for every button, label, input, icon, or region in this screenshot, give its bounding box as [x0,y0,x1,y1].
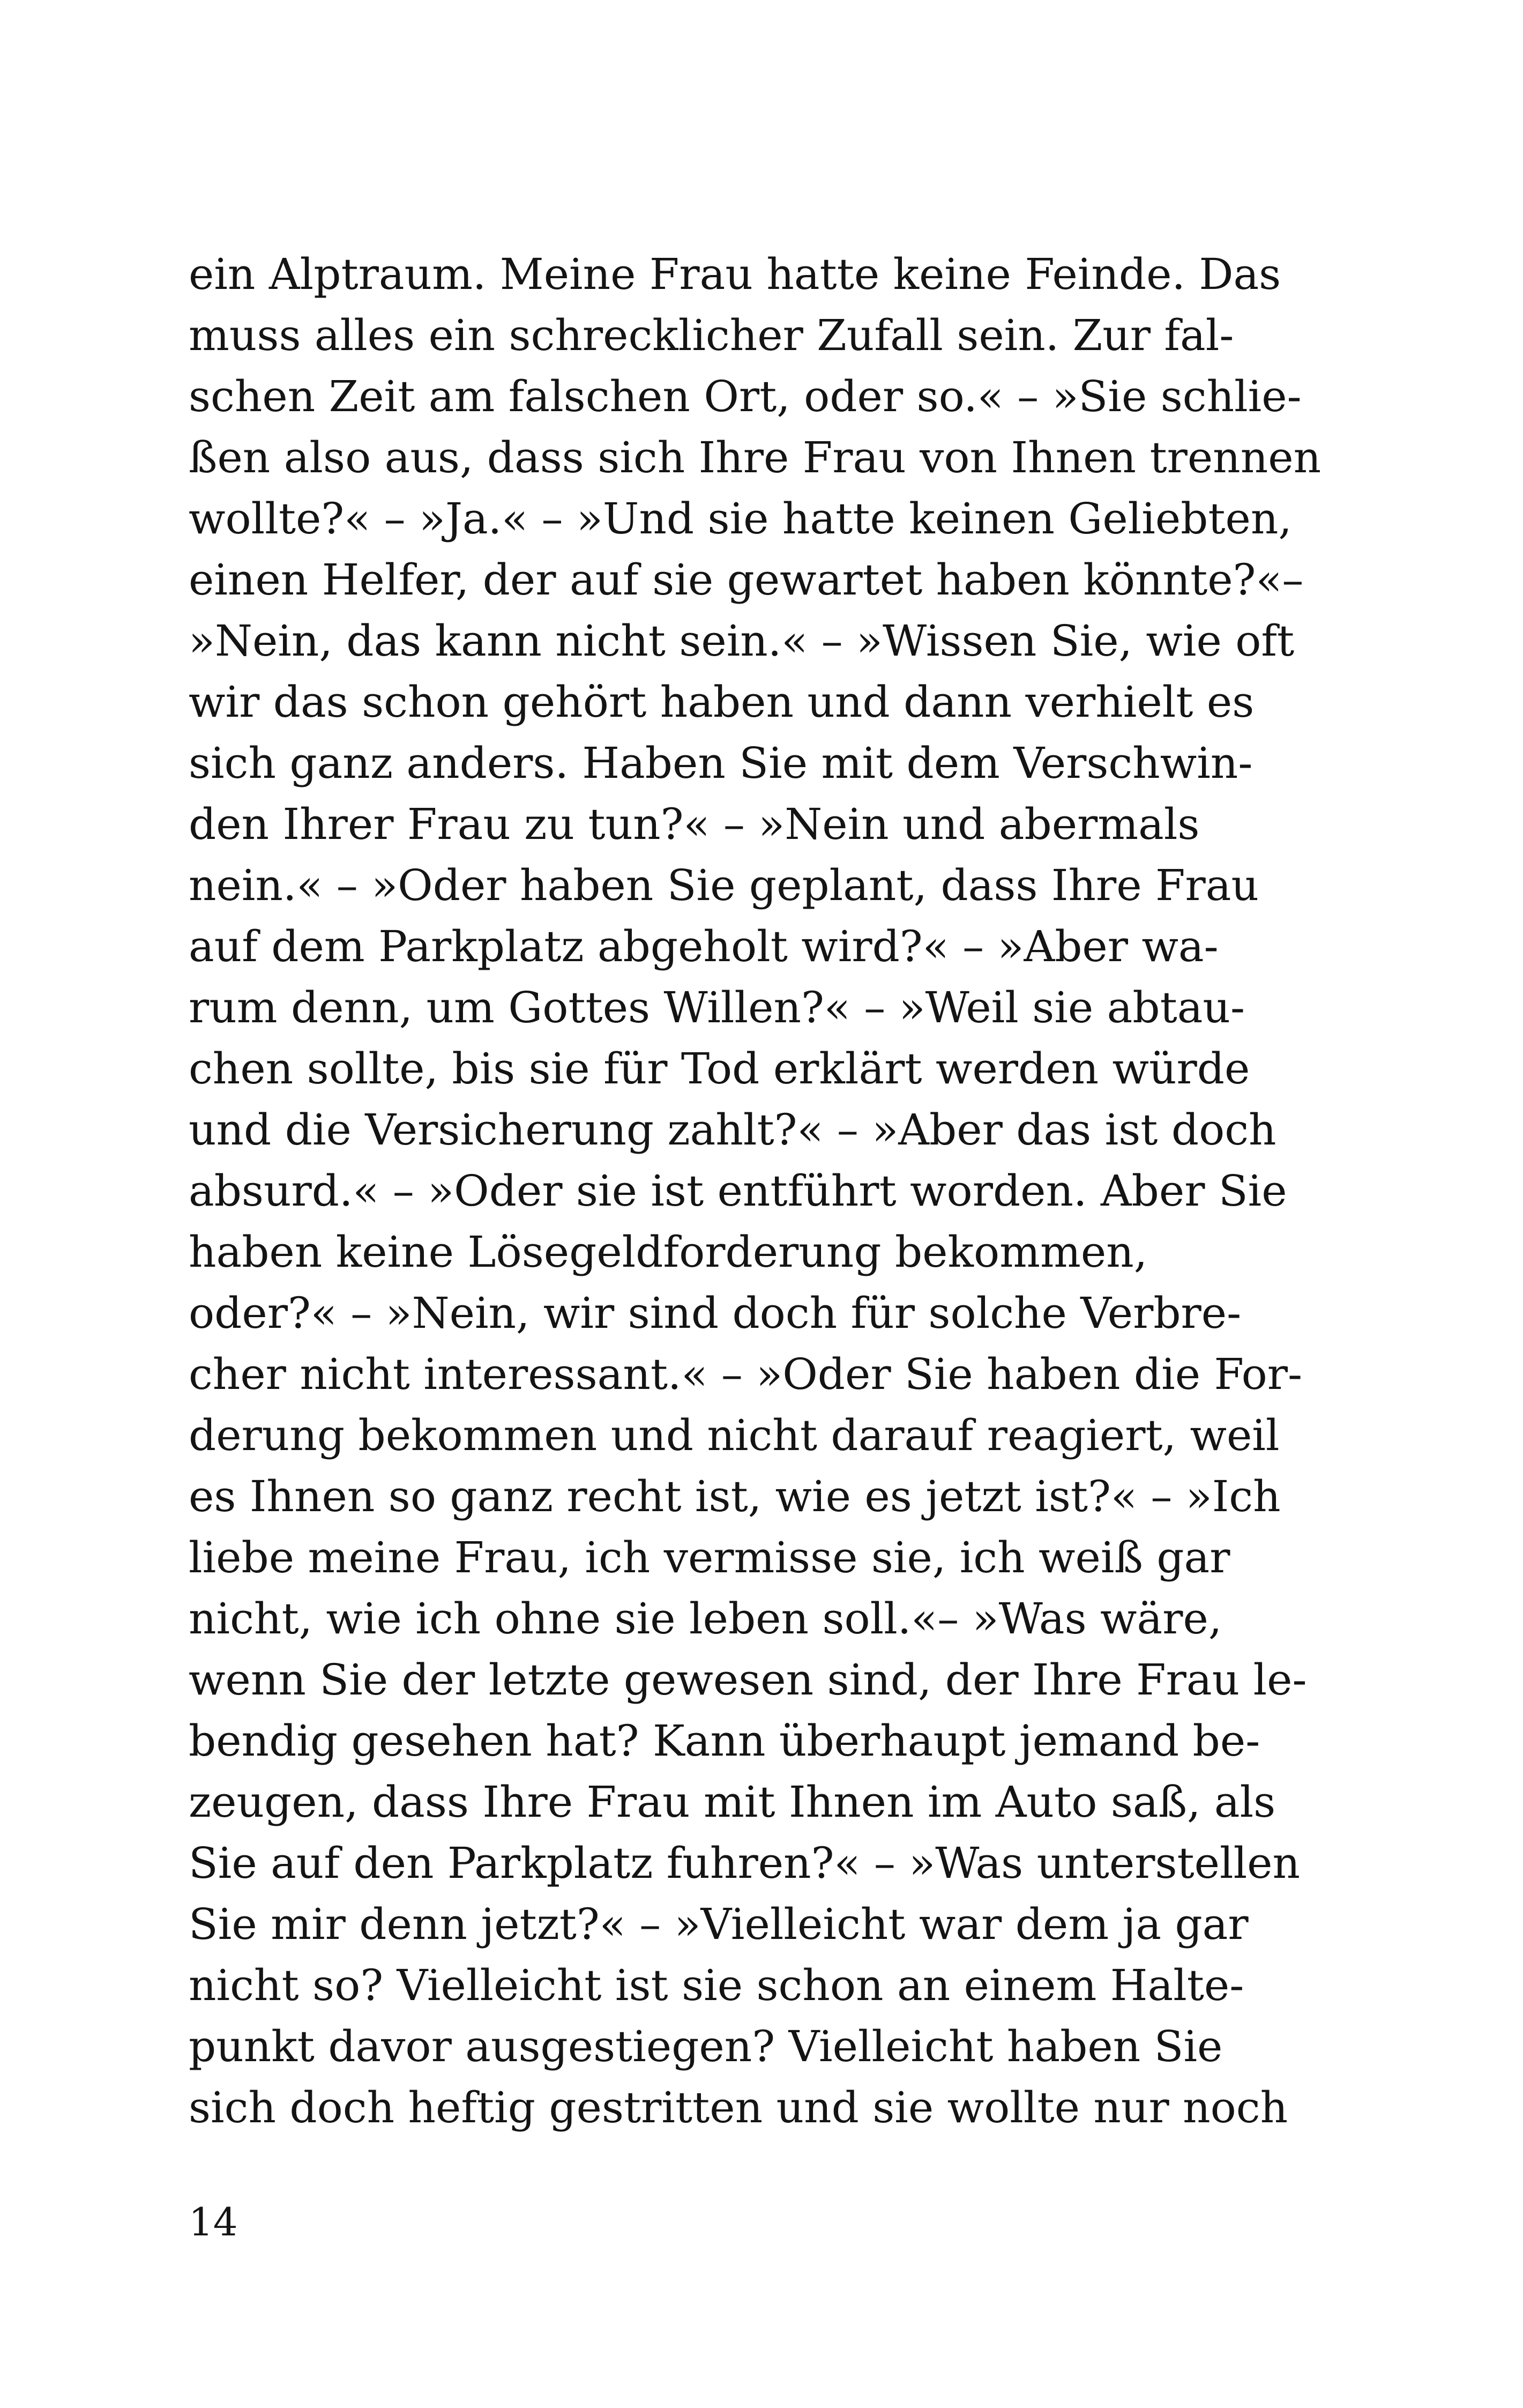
text-line: rum denn, um Gottes Willen?« – »Weil sie abtau- [189,983,1245,1032]
text-line: muss alles ein schrecklicher Zufall sein. Zur fal- [189,310,1234,360]
text-line: es Ihnen so ganz recht ist, wie es jetzt ist?« – »Ich [189,1471,1281,1521]
body-text [189,244,1341,2138]
text-line: sich ganz anders. Haben Sie mit dem Verschwin- [189,738,1253,788]
text-line: wollte?« – »Ja.« – »Und sie hatte keinen Geliebten, [189,494,1292,544]
text-line: auf dem Parkplatz abgeholt wird?« – »Aber wa- [189,921,1219,971]
text-line: Sie auf den Parkplatz fuhren?« – »Was unterstellen [189,1838,1301,1888]
text-line: punkt davor ausgestiegen? Vielleicht haben Sie [189,2021,1223,2071]
text-line: schen Zeit am falschen Ort, oder so.« – »Sie schlie- [189,371,1302,421]
text-line: ein Alptraum. Meine Frau hatte keine Feinde. Das [189,249,1281,299]
text-line: wir das schon gehört haben und dann verhielt es [189,677,1255,727]
text-line: »Nein, das kann nicht sein.« – »Wissen Sie, wie oft [189,616,1295,666]
text-line: oder?« – »Nein, wir sind doch für solche Verbre- [189,1288,1242,1338]
text-line: zeugen, dass Ihre Frau mit Ihnen im Auto saß, als [189,1777,1276,1827]
text-line: cher nicht interessant.« – »Oder Sie haben die For- [189,1349,1303,1399]
text-line: absurd.« – »Oder sie ist entführt worden. Aber Sie [189,1166,1287,1216]
text-line: den Ihrer Frau zu tun?« – »Nein und abermals [189,799,1200,849]
text-line: Sie mir denn jetzt?« – »Vielleicht war dem ja gar [189,1899,1249,1949]
text-line: haben keine Lösegeldforderung bekommen, [189,1227,1148,1277]
text-line: ßen also aus, dass sich Ihre Frau von Ihnen trennen [189,433,1322,482]
text-line: wenn Sie der letzte gewesen sind, der Ihre Frau le- [189,1655,1307,1705]
text-line: nein.« – »Oder haben Sie geplant, dass Ihre Frau [189,860,1259,910]
text-line: bendig gesehen hat? Kann überhaupt jemand be- [189,1716,1260,1766]
page-number: 14 [189,2199,238,2245]
text-line: chen sollte, bis sie für Tod erklärt werden würde [189,1044,1250,1094]
text-line: nicht, wie ich ohne sie leben soll.«– »Was wäre, [189,1594,1222,1644]
text-line: liebe meine Frau, ich vermisse sie, ich weiß gar [189,1533,1230,1582]
text-line: nicht so? Vielleicht ist sie schon an einem Halte- [189,1960,1244,2010]
text-line: und die Versicherung zahlt?« – »Aber das ist doch [189,1105,1276,1155]
text-line: sich doch heftig gestritten und sie wollte nur noch [189,2083,1288,2132]
text-line: derung bekommen und nicht darauf reagiert, weil [189,1410,1280,1460]
text-line: einen Helfer, der auf sie gewartet haben könnte?«– [189,555,1304,605]
